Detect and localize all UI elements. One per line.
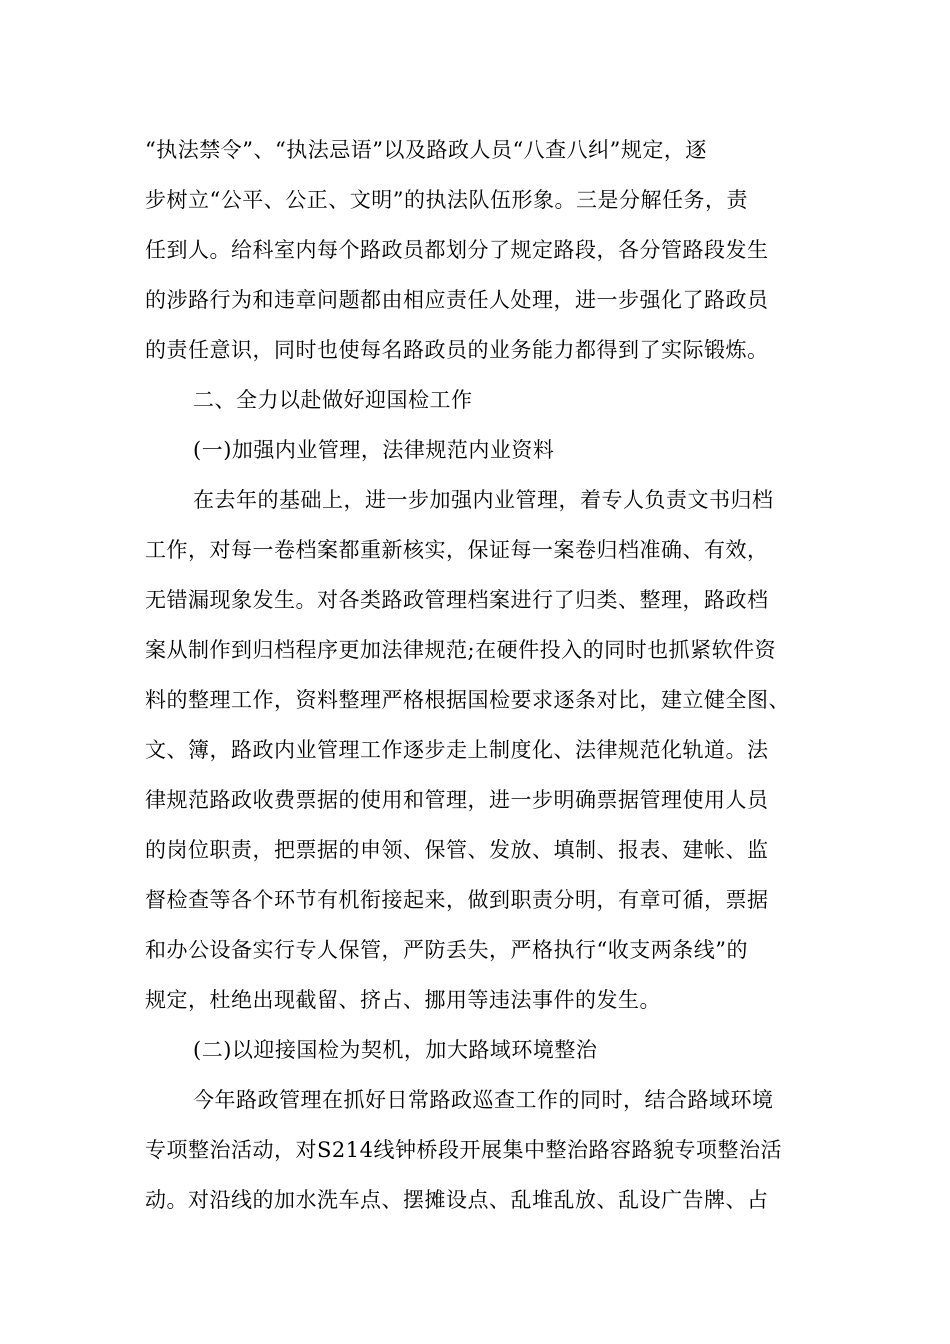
text-line: 动。对沿线的加水洗车点、摆摊设点、乱堆乱放、乱设广告牌、占 [145, 1188, 769, 1212]
text-line: 料的整理工作，资料整理严格根据国检要求逐条对比，建立健全图、 [145, 688, 790, 712]
text-line: 律规范路政收费票据的使用和管理，进一步明确票据管理使用人员 [145, 788, 769, 812]
text-line: 督检查等各个环节有机衔接起来，做到职责分明，有章可循，票据 [145, 888, 769, 912]
text-line: 的岗位职责，把票据的申领、保管、发放、填制、报表、建帐、监 [145, 838, 769, 862]
text-line: 专项整治活动，对S214线钟桥段开展集中整治路容路貌专项整治活 [145, 1138, 782, 1162]
text-line: 今年路政管理在抓好日常路政巡查工作的同时，结合路域环境 [193, 1088, 774, 1112]
text-line: 规定，杜绝出现截留、挤占、挪用等违法事件的发生。 [145, 988, 661, 1012]
section-heading: 二、全力以赴做好迎国检工作 [193, 388, 473, 412]
text-line: 和办公设备实行专人保管，严防丢失，严格执行“收支两条线”的 [145, 938, 748, 962]
subsection-heading: (二)以迎接国检为契机，加大路域环境整治 [193, 1038, 598, 1062]
text-line: 任到人。给科室内每个路政员都划分了规定路段，各分管路段发生 [145, 238, 769, 262]
text-line: 步树立“公平、公正、文明”的执法队伍形象。三是分解任务，责 [145, 188, 748, 212]
text-line: 在去年的基础上，进一步加强内业管理，着专人负责文书归档 [193, 488, 774, 512]
text-line: 无错漏现象发生。对各类路政管理档案进行了归类、整理，路政档 [145, 588, 769, 612]
text-line: 文、簿，路政内业管理工作逐步走上制度化、法律规范化轨道。法 [145, 738, 769, 762]
text-line: “执法禁令”、“执法忌语”以及路政人员“八查八纠”规定，逐 [145, 138, 707, 162]
text-line: 的责任意识，同时也使每名路政员的业务能力都得到了实际锻炼。 [145, 338, 769, 362]
subsection-heading: (一)加强内业管理，法律规范内业资料 [193, 438, 555, 462]
text-line: 的涉路行为和违章问题都由相应责任人处理，进一步强化了路政员 [145, 288, 769, 312]
text-line: 工作，对每一卷档案都重新核实，保证每一案卷归档准确、有效， [145, 538, 769, 562]
text-line: 案从制作到归档程序更加法律规范;在硬件投入的同时也抓紧软件资 [145, 638, 777, 662]
